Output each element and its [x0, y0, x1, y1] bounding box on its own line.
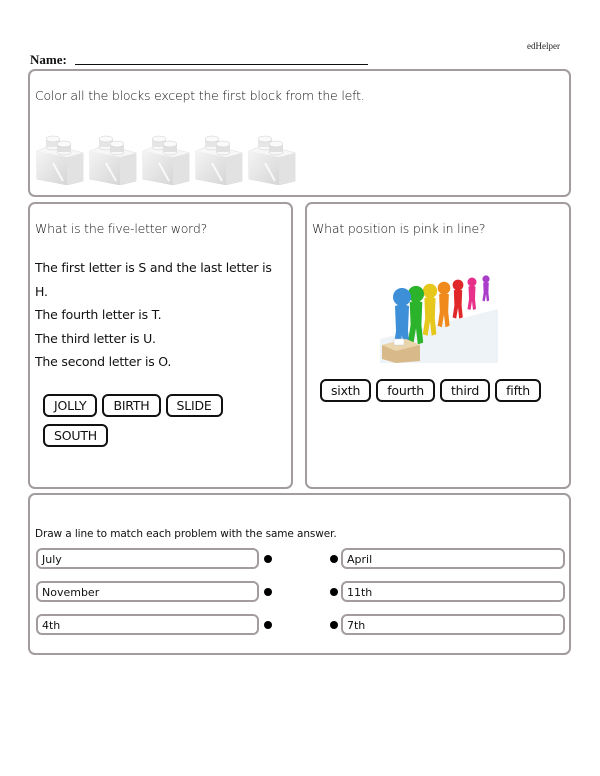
match-left-dot[interactable]: [264, 588, 272, 596]
brand-label: edHelper: [527, 41, 560, 51]
match-right-dot[interactable]: [330, 621, 338, 629]
lego-brick-icon[interactable]: [247, 133, 297, 185]
matching-problem-panel: [28, 493, 571, 655]
clue-line: H.: [35, 283, 48, 299]
choice-slide[interactable]: SLIDE: [166, 394, 223, 417]
word-question: What is the five-letter word?: [35, 221, 208, 236]
match-right-item: April: [341, 548, 565, 569]
match-left-item: July: [36, 548, 259, 569]
clue-line: The fourth letter is T.: [35, 307, 162, 322]
choice-third[interactable]: third: [440, 379, 490, 402]
lego-brick-icon[interactable]: [35, 133, 85, 185]
name-label: Name:: [30, 52, 67, 67]
position-choices: [320, 379, 560, 402]
clue-list: [35, 256, 272, 374]
lego-brick-icon[interactable]: [141, 133, 191, 185]
match-left-item: November: [36, 581, 259, 602]
blocks-problem-panel: [28, 69, 571, 197]
name-input-line[interactable]: [75, 64, 368, 65]
clue-line: The first letter is S and the last letter is: [35, 260, 272, 275]
choice-sixth[interactable]: sixth: [320, 379, 371, 402]
match-right-item: 11th: [341, 581, 565, 602]
matching-instruction: Draw a line to match each problem with the same answer.: [35, 528, 337, 540]
blocks-question: Color all the blocks except the first block from the left.: [35, 88, 365, 103]
blocks-row: [35, 133, 297, 185]
match-left-dot[interactable]: [264, 555, 272, 563]
lego-brick-icon[interactable]: [88, 133, 138, 185]
choice-fourth[interactable]: fourth: [376, 379, 435, 402]
position-problem-panel: [305, 202, 571, 489]
match-left-dot[interactable]: [264, 621, 272, 629]
match-right-item: 7th: [341, 614, 565, 635]
match-left-item: 4th: [36, 614, 259, 635]
choice-fifth[interactable]: fifth: [495, 379, 541, 402]
clue-line: The third letter is U.: [35, 330, 156, 346]
choice-south[interactable]: SOUTH: [43, 424, 108, 447]
people-in-line-voting-icon: [380, 269, 498, 363]
position-question: What position is pink in line?: [312, 221, 486, 236]
match-right-dot[interactable]: [330, 555, 338, 563]
match-right-dot[interactable]: [330, 588, 338, 596]
choice-jolly[interactable]: JOLLY: [43, 394, 97, 417]
choice-birth[interactable]: BIRTH: [102, 394, 160, 417]
word-choices: [43, 394, 283, 447]
clue-line: The second letter is O.: [35, 354, 172, 369]
word-problem-panel: [28, 202, 293, 489]
lego-brick-icon[interactable]: [194, 133, 244, 185]
